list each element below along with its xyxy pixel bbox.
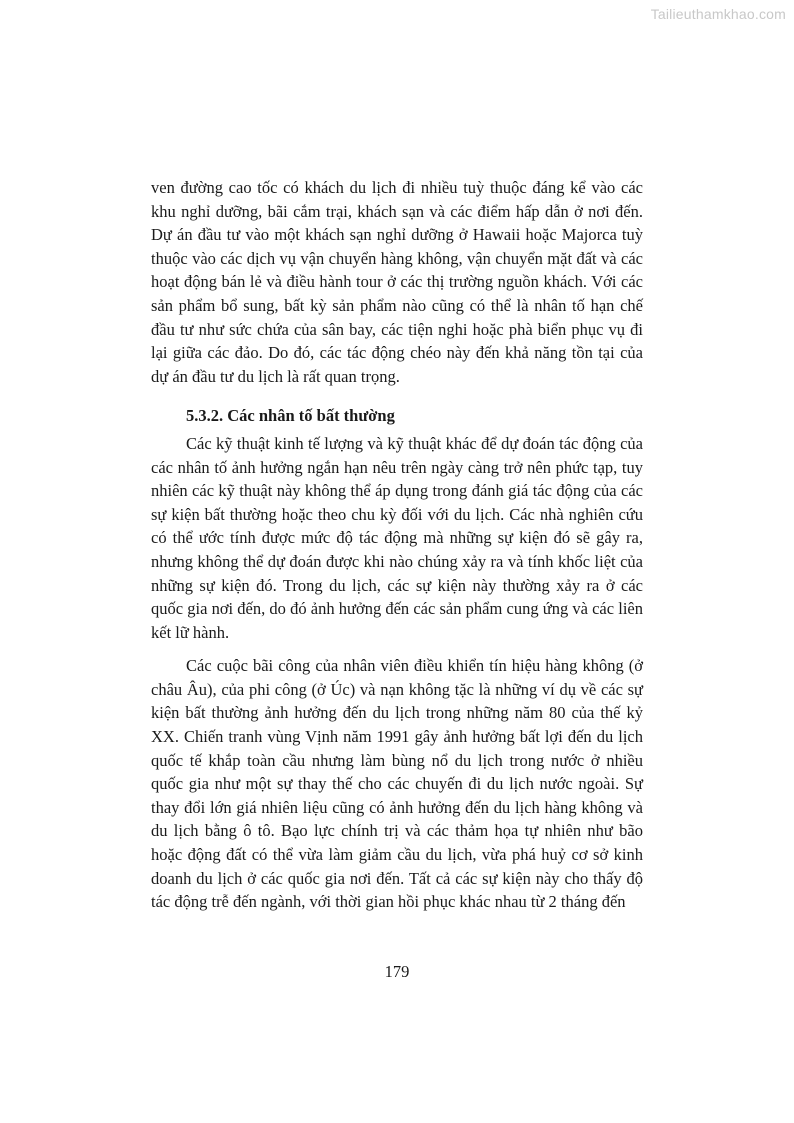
paragraph-unusual-factors: Các kỹ thuật kinh tế lượng và kỹ thuật khác để dự đoán tác động của các nhân tố ảnh hưởng ngắn hạn nêu trên ngày càng trở nên phức tạp, tuy nhiên các kỹ thuật này không thể áp dụng trong đánh giá tác động của các sự kiện bất thường hoặc theo chu kỳ đối với du lịch. Các nhà nghiên cứu có thể ước tính được mức độ tác động mà những sự kiện đó sẽ gây ra, nhưng không thể dự đoán được khi nào chúng xảy ra và tính khốc liệt của những sự kiện đó. Trong du lịch, các sự kiện này thường xảy ra ở các quốc gia nơi đến, do đó ảnh hưởng đến các sản phẩm cung ứng và các liên kết lữ hành. [151, 433, 643, 642]
section-heading: 5.3.2. Các nhân tố bất thường [186, 406, 395, 426]
paragraph-examples: Các cuộc bãi công của nhân viên điều khiển tín hiệu hàng không (ở châu Âu), của phi công (ở Úc) và nạn không tặc là những ví dụ về các sự kiện bất thường ảnh hưởng đến du lịch trong những năm 80 của thế kỷ XX. Chiến tranh vùng Vịnh năm 1991 gây ảnh hưởng bất lợi đến du lịch quốc tế khắp toàn cầu nhưng làm bùng nổ du lịch trong nước ở nhiều quốc gia như một sự thay thế cho các chuyến đi du lịch nước ngoài. Sự thay đổi lớn giá nhiên liệu cũng có ảnh hưởng đến du lịch hàng không và du lịch bằng ô tô. Bạo lực chính trị và các thảm họa tự nhiên như bão hoặc động đất có thể vừa làm giảm cầu du lịch, vừa phá huỷ cơ sở kinh doanh du lịch ở các quốc gia nơi đến. Tất cả các sự kiện này cho thấy độ tác động trễ đến ngành, với thời gian hồi phục khác nhau từ 2 tháng đến [151, 656, 643, 912]
watermark: Tailieuthamkhao.com [650, 6, 786, 22]
page-number: 179 [384, 962, 410, 981]
paragraph-continuation: ven đường cao tốc có khách du lịch đi nhiều tuỳ thuộc đáng kể vào các khu nghỉ dưỡng, bãi cắm trại, khách sạn và các điểm hấp dẫn ở nơi đến. Dự án đầu tư vào một khách sạn nghỉ dưỡng ở Hawaii hoặc Majorca tuỳ thuộc vào các dịch vụ vận chuyển hàng không, vận chuyển mặt đất và các hoạt động bán lẻ và điều hành tour ở các thị trường nguồn khách. Với các sản phẩm bổ sung, bất kỳ sản phẩm nào cũng có thể là nhân tố hạn chế đầu tư như sức chứa của sân bay, các tiện nghi hoặc phà biển phục vụ đi lại giữa các đảo. Do đó, các tác động chéo này đến khả năng tồn tại của dự án đầu tư du lịch là rất quan trọng. [151, 178, 643, 386]
page-body [151, 176, 643, 914]
